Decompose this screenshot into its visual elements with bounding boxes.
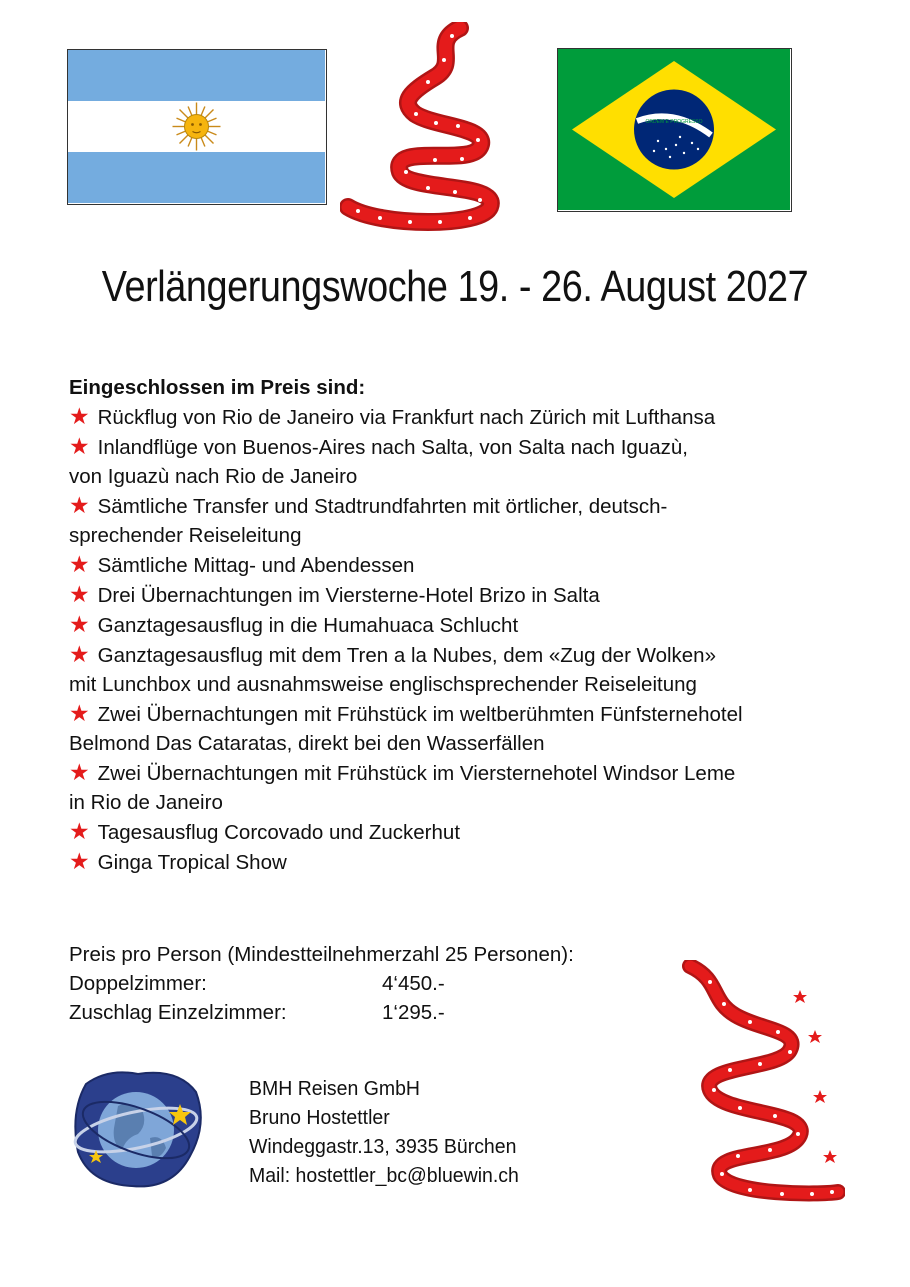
included-item-text: von Iguazù nach Rio de Janeiro: [69, 465, 358, 488]
star-icon: ★: [69, 759, 90, 785]
included-item-text: in Rio de Janeiro: [69, 791, 223, 814]
included-item-text: Zwei Übernachtungen mit Frühstück im weltberühmten Fünfsternehotel: [97, 703, 743, 726]
included-item-line: [69, 670, 899, 699]
included-item-line: [69, 640, 899, 670]
star-icon: ★: [69, 641, 90, 667]
price-amount: 1‘295.-: [382, 1001, 445, 1024]
included-item-line: [69, 729, 899, 758]
company-person: Bruno Hostettler: [249, 1106, 390, 1129]
included-item-text: Drei Übernachtungen im Viersterne-Hotel Brizo in Salta: [97, 584, 600, 607]
company-mail[interactable]: Mail: hostettler_bc@bluewin.ch: [249, 1164, 519, 1187]
included-item-line: [69, 758, 899, 788]
globe-logo-icon: [68, 1064, 208, 1196]
included-item-line: [69, 788, 899, 817]
star-icon: ★: [69, 848, 90, 874]
flag-motto: ORDEM E PROGRESSO: [645, 119, 703, 125]
included-item-line: [69, 847, 899, 877]
included-item-line: [69, 462, 899, 491]
price-row: [69, 998, 574, 1027]
price-label: Zuschlag Einzelzimmer:: [69, 1001, 287, 1024]
included-item-line: [69, 432, 899, 462]
included-list: [69, 402, 899, 877]
pricing-section: [69, 940, 574, 1027]
star-icon: ★: [69, 433, 90, 459]
included-item-line: [69, 550, 899, 580]
pricing-header: Preis pro Person (Mindestteilnehmerzahl 25 Personen):: [69, 943, 574, 966]
price-amount: 4‘450.-: [382, 972, 445, 995]
included-item-text: sprechender Reiseleitung: [69, 524, 302, 547]
included-item-text: Sämtliche Transfer und Stadtrundfahrten mit örtlicher, deutsch-: [97, 495, 668, 518]
company-address: Windeggastr.13, 3935 Bürchen: [249, 1135, 517, 1158]
included-item-line: [69, 699, 899, 729]
included-item-text: Sämtliche Mittag- und Abendessen: [97, 554, 415, 577]
page-title: Verlängerungswoche 19. - 26. August 2027: [101, 262, 809, 311]
included-item-text: Ganztagesausflug in die Humahuaca Schlucht: [97, 614, 519, 637]
star-icon: ★: [69, 700, 90, 726]
included-item-line: [69, 491, 899, 521]
included-item-line: [69, 610, 899, 640]
included-item-line: [69, 521, 899, 550]
included-section: [69, 373, 899, 877]
included-item-line: [69, 580, 899, 610]
price-label: Doppelzimmer:: [69, 972, 207, 995]
included-item-text: Belmond Das Cataratas, direkt bei den Wasserfällen: [69, 732, 545, 755]
included-item-text: Ginga Tropical Show: [97, 851, 287, 874]
ribbon-tree-icon: [340, 22, 500, 242]
included-item-text: Ganztagesausflug mit dem Tren a la Nubes, dem «Zug der Wolken»: [97, 644, 716, 667]
star-icon: ★: [69, 403, 90, 429]
star-icon: ★: [69, 492, 90, 518]
brazil-flag-icon: [557, 48, 792, 212]
included-item-text: Inlandflüge von Buenos-Aires nach Salta, von Salta nach Iguazù,: [97, 436, 688, 459]
included-item-line: [69, 402, 899, 432]
ribbon-tree-icon: [680, 960, 845, 1210]
company-info: [249, 1074, 519, 1190]
star-icon: ★: [69, 818, 90, 844]
company-name: BMH Reisen GmbH: [249, 1077, 420, 1100]
argentina-flag-icon: [67, 49, 327, 205]
price-row: [69, 969, 574, 998]
included-item-text: Rückflug von Rio de Janeiro via Frankfurt nach Zürich mit Lufthansa: [97, 406, 716, 429]
star-icon: ★: [69, 551, 90, 577]
star-icon: ★: [69, 611, 90, 637]
included-item-line: [69, 817, 899, 847]
included-heading: Eingeschlossen im Preis sind:: [69, 376, 366, 399]
included-item-text: mit Lunchbox und ausnahmsweise englischsprechender Reiseleitung: [69, 673, 697, 696]
included-item-text: Tagesausflug Corcovado und Zuckerhut: [97, 821, 461, 844]
included-item-text: Zwei Übernachtungen mit Frühstück im Viersternehotel Windsor Leme: [97, 762, 736, 785]
star-icon: ★: [69, 581, 90, 607]
